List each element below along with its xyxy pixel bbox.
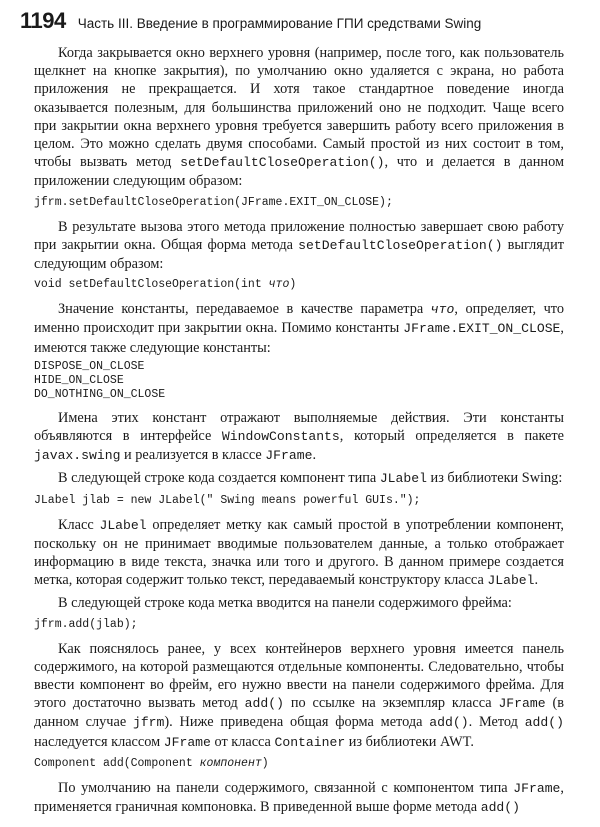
paragraph: Класс JLabel определяет метку как самый простой в употреблении компонент, поскольку он не принимает вводимые пользователем данные, а только отображает информацию в виде текста, значка или того и другого. В данном примере создается метка, которая содержит только текст, передаваемый конструктору класса JLabel. xyxy=(34,516,564,589)
inline-code: JLabel xyxy=(99,517,147,533)
code-line: void setDefaultCloseOperation(int что) xyxy=(34,278,297,292)
code-line: HIDE_ON_CLOSE xyxy=(34,373,124,387)
inline-code: add() xyxy=(480,800,521,816)
inline-code: JFrame xyxy=(265,448,313,464)
paragraph: В следующей строке кода создается компонент типа JLabel из библиотеки Swing: xyxy=(58,470,563,487)
inline-code: Container xyxy=(274,734,346,750)
code-line: JLabel jlab = new JLabel(" Swing means powerful GUIs."); xyxy=(34,493,421,507)
inline-code: JFrame.EXIT_ON_CLOSE xyxy=(403,321,561,337)
running-title: Часть III. Введение в программирование ГПИ средствами Swing xyxy=(77,16,482,31)
code-line: jfrm.add(jlab); xyxy=(34,617,138,631)
inline-code: WindowConstants xyxy=(221,429,340,445)
inline-code: add() xyxy=(244,696,284,712)
page-body xyxy=(34,44,564,821)
inline-code: что xyxy=(430,302,455,318)
code-line: DISPOSE_ON_CLOSE xyxy=(34,359,145,373)
inline-code: JLabel xyxy=(487,573,535,589)
inline-code: add() xyxy=(429,715,469,731)
inline-code: JFrame xyxy=(513,780,561,796)
inline-code: javax.swing xyxy=(34,448,121,464)
paragraph: По умолчанию на панели содержимого, связанной с компонентом типа JFrame, применяется граничная компоновка. В приведенной выше форме метода add() xyxy=(34,779,564,816)
inline-code: JLabel xyxy=(379,471,427,487)
code-line: DO_NOTHING_ON_CLOSE xyxy=(34,387,166,401)
paragraph: Имена этих констант отражают выполняемые действия. Эти константы объявляются в интерфейсе WindowConstants, который определяется в пакете javax.swing и реализуется в классе JFrame. xyxy=(34,409,564,464)
paragraph: Когда закрывается окно верхнего уровня (например, после того, как пользователь щелкнет на кнопке закрытия), по умолчанию окно удаляется с экрана, но работа приложения не прекращается. И хотя такое стандартное поведение иногда оказывается полезным, для большинства приложений оно не подходит. Чаще всего при закрытии окна верхнего уровня требуется завершить работу всего приложения в целом. Это можно сделать двумя способами. Самый простой из них состоит в том, чтобы вызвать метод setDefaultCloseOperation(), что и делается в данном приложении следующим образом: xyxy=(34,45,564,190)
inline-code: setDefaultCloseOperation() xyxy=(180,155,385,171)
page-number: 1194 xyxy=(20,8,66,33)
inline-code: setDefaultCloseOperation() xyxy=(298,237,503,253)
paragraph: В результате вызова этого метода приложение полностью завершает свою работу при закрытии окна. Общая форма метода setDefaultCloseOperation() выглядит следующим образом: xyxy=(34,218,564,273)
code-line: Component add(Component компонент) xyxy=(34,756,269,770)
paragraph: Значение константы, передаваемое в качестве параметра что, определяет, что именно происходит при закрытии окна. Помимо константы JFrame.EXIT_ON_CLOSE, имеются также следующие константы: xyxy=(34,301,564,356)
page-header xyxy=(20,8,580,34)
inline-code: add() xyxy=(524,715,564,731)
inline-code: jfrm xyxy=(132,715,165,731)
code-line: jfrm.setDefaultCloseOperation(JFrame.EXIT_ON_CLOSE); xyxy=(34,195,393,209)
paragraph: Как пояснялось ранее, у всех контейнеров верхнего уровня имеется панель содержимого, на которой размещаются отдельные компоненты. Следовательно, чтобы ввести компонент во фрейм, его нужно ввести на панели содержимого фрейма. Для этого достаточно вызвать метод add() по ссылке на экземпляр класса JFrame (в данном случае jfrm). Ниже приведена общая форма метода add(). Метод add() наследуется классом JFrame от класса Container из библиотеки AWT. xyxy=(34,640,564,750)
paragraph: В следующей строке кода метка вводится на панели содержимого фрейма: xyxy=(58,595,512,612)
inline-code: JFrame xyxy=(163,734,211,750)
inline-code: JFrame xyxy=(498,696,546,712)
constants-list xyxy=(34,360,564,402)
